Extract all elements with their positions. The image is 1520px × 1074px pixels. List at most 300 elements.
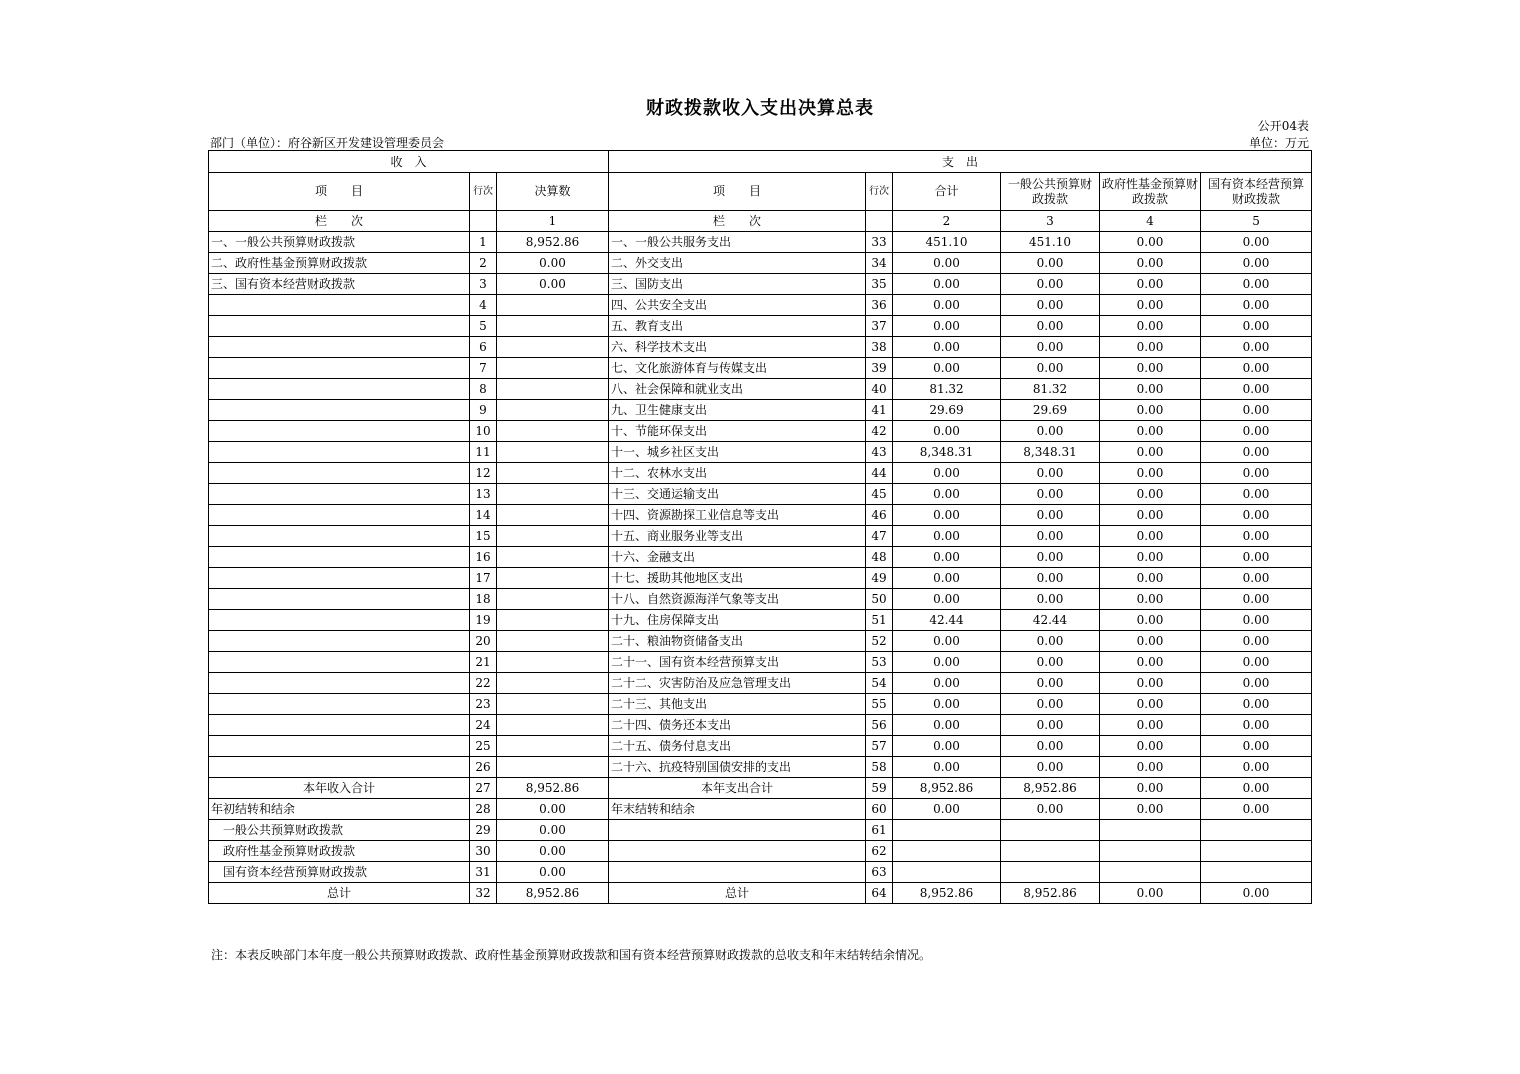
fund-budget-cell: 0.00 [1100,484,1201,505]
expense-lineno-cell: 60 [866,799,893,820]
income-lineno-cell: 1 [470,232,497,253]
table-row [209,589,1312,610]
state-capital-cell: 0.00 [1201,484,1312,505]
fund-budget-cell: 0.00 [1100,505,1201,526]
expense-lineno-cell: 61 [866,820,893,841]
income-item-cell [209,694,470,715]
table-row [209,673,1312,694]
general-budget-cell: 0.00 [1001,799,1100,820]
income-value-cell [497,505,609,526]
fund-budget-cell: 0.00 [1100,379,1201,400]
fund-budget-cell: 0.00 [1100,526,1201,547]
income-lineno-cell: 16 [470,547,497,568]
expense-lineno-cell: 48 [866,547,893,568]
general-budget-header: 一般公共预算财政拨款 [1001,173,1100,211]
expense-item-header: 项 目 [609,173,866,211]
state-capital-cell: 0.00 [1201,358,1312,379]
income-value-cell: 8,952.86 [497,232,609,253]
expense-lineno-cell: 33 [866,232,893,253]
total-cell [893,841,1001,862]
income-item-cell [209,589,470,610]
total-cell: 0.00 [893,274,1001,295]
expense-lineno-cell: 52 [866,631,893,652]
general-budget-cell: 0.00 [1001,715,1100,736]
income-item-cell [209,463,470,484]
table-row [209,547,1312,568]
fund-budget-cell: 0.00 [1100,463,1201,484]
income-value-cell [497,694,609,715]
general-budget-cell: 0.00 [1001,547,1100,568]
income-lineno-cell: 18 [470,589,497,610]
general-budget-cell: 42.44 [1001,610,1100,631]
income-value-cell [497,547,609,568]
total-cell: 0.00 [893,421,1001,442]
income-lineno-cell: 9 [470,400,497,421]
income-item-cell [209,295,470,316]
income-lineno-cell: 13 [470,484,497,505]
state-capital-cell: 0.00 [1201,463,1312,484]
income-lineno-cell: 10 [470,421,497,442]
income-value-cell [497,631,609,652]
income-value-cell [497,526,609,547]
state-capital-cell: 0.00 [1201,547,1312,568]
expense-lineno-cell: 50 [866,589,893,610]
income-value-cell [497,358,609,379]
fund-budget-cell: 0.00 [1100,883,1201,904]
table-row [209,253,1312,274]
income-item-header: 项 目 [209,173,470,211]
income-item-cell: 总计 [209,883,470,904]
expense-item-cell [609,862,866,883]
expense-lineno-cell: 43 [866,442,893,463]
total-cell: 0.00 [893,295,1001,316]
income-lineno-cell: 11 [470,442,497,463]
income-lineno-cell: 28 [470,799,497,820]
fund-budget-cell: 0.00 [1100,547,1201,568]
income-value-cell: 0.00 [497,799,609,820]
expense-item-cell: 十、节能环保支出 [609,421,866,442]
income-value-cell [497,673,609,694]
expense-lineno-cell: 45 [866,484,893,505]
expense-lineno-cell: 54 [866,673,893,694]
fund-budget-cell: 0.00 [1100,442,1201,463]
income-item-cell [209,715,470,736]
expense-item-cell: 二十、粮油物资储备支出 [609,631,866,652]
state-capital-cell [1201,862,1312,883]
expense-lineno-header: 行次 [866,173,893,211]
table-row [209,316,1312,337]
total-cell: 0.00 [893,547,1001,568]
general-budget-cell: 0.00 [1001,631,1100,652]
income-lineno-cell: 14 [470,505,497,526]
expense-lineno-cell: 56 [866,715,893,736]
expense-item-cell: 一、一般公共服务支出 [609,232,866,253]
colnum-1: 1 [497,211,609,232]
table-row [209,232,1312,253]
expense-item-cell: 二十五、债务付息支出 [609,736,866,757]
state-capital-cell: 0.00 [1201,610,1312,631]
state-capital-cell: 0.00 [1201,253,1312,274]
general-budget-cell: 0.00 [1001,673,1100,694]
table-row [209,694,1312,715]
income-item-cell: 国有资本经营预算财政拨款 [209,862,470,883]
income-value-cell [497,715,609,736]
income-item-cell [209,568,470,589]
table-row [209,757,1312,778]
state-capital-cell: 0.00 [1201,589,1312,610]
expense-item-cell: 九、卫生健康支出 [609,400,866,421]
state-capital-cell: 0.00 [1201,736,1312,757]
total-cell: 0.00 [893,253,1001,274]
income-lineno-cell: 3 [470,274,497,295]
expense-item-cell: 本年支出合计 [609,778,866,799]
page-title: 财政拨款收入支出决算总表 [646,98,874,119]
expense-lineno-cell: 34 [866,253,893,274]
state-capital-cell: 0.00 [1201,295,1312,316]
income-lineno-cell: 15 [470,526,497,547]
expense-lineno-cell: 36 [866,295,893,316]
income-value-cell [497,484,609,505]
total-cell: 0.00 [893,526,1001,547]
income-item-cell [209,442,470,463]
table-row [209,841,1312,862]
table-row [209,526,1312,547]
income-value-cell [497,610,609,631]
fund-budget-cell: 0.00 [1100,694,1201,715]
total-cell: 0.00 [893,463,1001,484]
expense-colnum-label: 栏 次 [609,211,866,232]
general-budget-cell: 8,348.31 [1001,442,1100,463]
expense-item-cell: 十七、援助其他地区支出 [609,568,866,589]
expense-item-cell: 十五、商业服务业等支出 [609,526,866,547]
expense-lineno-cell: 59 [866,778,893,799]
state-capital-cell [1201,841,1312,862]
table-row [209,505,1312,526]
general-budget-cell: 0.00 [1001,421,1100,442]
income-value-cell: 0.00 [497,274,609,295]
income-item-cell: 一般公共预算财政拨款 [209,820,470,841]
fund-budget-cell: 0.00 [1100,295,1201,316]
income-item-cell [209,631,470,652]
income-item-cell: 年初结转和结余 [209,799,470,820]
expense-lineno-cell: 46 [866,505,893,526]
fund-budget-cell: 0.00 [1100,799,1201,820]
income-item-cell [209,526,470,547]
state-capital-cell: 0.00 [1201,316,1312,337]
expense-lineno-cell: 51 [866,610,893,631]
fund-budget-cell [1100,862,1201,883]
expense-item-cell: 四、公共安全支出 [609,295,866,316]
expense-lineno-cell: 44 [866,463,893,484]
income-item-cell [209,652,470,673]
expense-item-cell: 十九、住房保障支出 [609,610,866,631]
table-row [209,463,1312,484]
income-value-cell [497,442,609,463]
income-lineno-cell: 6 [470,337,497,358]
income-value-cell [497,295,609,316]
income-colnum-lineno [470,211,497,232]
expense-item-cell [609,820,866,841]
income-lineno-cell: 20 [470,631,497,652]
table-row [209,400,1312,421]
total-cell: 29.69 [893,400,1001,421]
expense-item-cell: 二十一、国有资本经营预算支出 [609,652,866,673]
total-cell: 8,952.86 [893,883,1001,904]
total-cell: 0.00 [893,505,1001,526]
total-cell: 0.00 [893,484,1001,505]
total-cell: 0.00 [893,652,1001,673]
total-cell: 0.00 [893,757,1001,778]
income-lineno-cell: 12 [470,463,497,484]
expense-item-cell: 十四、资源勘探工业信息等支出 [609,505,866,526]
state-capital-cell: 0.00 [1201,652,1312,673]
income-lineno-cell: 31 [470,862,497,883]
expense-lineno-cell: 57 [866,736,893,757]
state-capital-cell: 0.00 [1201,673,1312,694]
income-value-cell: 0.00 [497,862,609,883]
expense-lineno-cell: 35 [866,274,893,295]
state-capital-cell: 0.00 [1201,631,1312,652]
income-item-cell [209,400,470,421]
income-value-cell: 8,952.86 [497,883,609,904]
general-budget-cell: 451.10 [1001,232,1100,253]
income-item-cell: 三、国有资本经营财政拨款 [209,274,470,295]
income-section-header: 收 入 [209,151,609,173]
form-number: 公开04表 [1257,119,1309,133]
total-cell: 0.00 [893,568,1001,589]
total-cell [893,862,1001,883]
table-row [209,442,1312,463]
fund-budget-cell: 0.00 [1100,337,1201,358]
fund-budget-cell: 0.00 [1100,778,1201,799]
table-row [209,568,1312,589]
income-item-cell [209,358,470,379]
column-header-row [209,173,1312,211]
state-capital-cell [1201,820,1312,841]
expense-item-cell: 二十三、其他支出 [609,694,866,715]
expense-item-cell: 八、社会保障和就业支出 [609,379,866,400]
income-lineno-cell: 7 [470,358,497,379]
income-item-cell [209,337,470,358]
state-capital-cell: 0.00 [1201,799,1312,820]
state-capital-cell: 0.00 [1201,442,1312,463]
total-cell [893,820,1001,841]
expense-lineno-cell: 58 [866,757,893,778]
expense-item-cell: 六、科学技术支出 [609,337,866,358]
expense-item-cell: 七、文化旅游体育与传媒支出 [609,358,866,379]
fund-budget-cell: 0.00 [1100,253,1201,274]
state-capital-cell: 0.00 [1201,883,1312,904]
income-item-cell: 政府性基金预算财政拨款 [209,841,470,862]
unit-label: 单位：万元 [1248,136,1309,150]
total-cell: 0.00 [893,799,1001,820]
expense-item-cell: 二十二、灾害防治及应急管理支出 [609,673,866,694]
expense-item-cell: 十八、自然资源海洋气象等支出 [609,589,866,610]
table-row [209,610,1312,631]
fund-budget-cell [1100,841,1201,862]
expense-item-cell: 十三、交通运输支出 [609,484,866,505]
total-cell: 0.00 [893,337,1001,358]
income-value-cell [497,463,609,484]
colnum-2: 2 [893,211,1001,232]
income-lineno-cell: 23 [470,694,497,715]
table-row [209,652,1312,673]
expense-lineno-cell: 42 [866,421,893,442]
expense-lineno-cell: 62 [866,841,893,862]
state-capital-cell: 0.00 [1201,274,1312,295]
expense-item-cell: 三、国防支出 [609,274,866,295]
income-lineno-cell: 25 [470,736,497,757]
section-header-row [209,151,1312,173]
income-lineno-cell: 21 [470,652,497,673]
table-row [209,274,1312,295]
expense-item-cell: 十六、金融支出 [609,547,866,568]
general-budget-cell: 0.00 [1001,337,1100,358]
budget-table [208,150,1312,904]
income-lineno-cell: 24 [470,715,497,736]
fund-budget-cell [1100,820,1201,841]
state-capital-cell: 0.00 [1201,757,1312,778]
table-row [209,631,1312,652]
income-value-cell [497,400,609,421]
expense-lineno-cell: 41 [866,400,893,421]
income-item-cell [209,316,470,337]
expense-item-cell: 二十四、债务还本支出 [609,715,866,736]
fund-budget-cell: 0.00 [1100,610,1201,631]
income-value-cell [497,736,609,757]
income-item-cell [209,673,470,694]
table-row [209,337,1312,358]
income-lineno-cell: 30 [470,841,497,862]
table-row [209,379,1312,400]
expense-colnum-lineno [866,211,893,232]
income-lineno-cell: 19 [470,610,497,631]
state-capital-header: 国有资本经营预算财政拨款 [1201,173,1312,211]
expense-item-cell: 十一、城乡社区支出 [609,442,866,463]
total-cell: 0.00 [893,358,1001,379]
income-lineno-cell: 27 [470,778,497,799]
general-budget-cell: 0.00 [1001,295,1100,316]
total-cell: 42.44 [893,610,1001,631]
income-value-cell: 8,952.86 [497,778,609,799]
state-capital-cell: 0.00 [1201,694,1312,715]
general-budget-cell [1001,862,1100,883]
fund-budget-cell: 0.00 [1100,358,1201,379]
income-value-cell: 0.00 [497,820,609,841]
income-item-cell: 一、一般公共预算财政拨款 [209,232,470,253]
total-cell: 0.00 [893,736,1001,757]
state-capital-cell: 0.00 [1201,715,1312,736]
state-capital-cell: 0.00 [1201,337,1312,358]
income-item-cell [209,736,470,757]
state-capital-cell: 0.00 [1201,421,1312,442]
general-budget-cell: 0.00 [1001,316,1100,337]
expense-lineno-cell: 47 [866,526,893,547]
income-lineno-cell: 29 [470,820,497,841]
expense-item-cell: 十二、农林水支出 [609,463,866,484]
total-cell: 8,952.86 [893,778,1001,799]
income-item-cell [209,379,470,400]
income-lineno-cell: 8 [470,379,497,400]
fund-budget-cell: 0.00 [1100,400,1201,421]
state-capital-cell: 0.00 [1201,505,1312,526]
income-lineno-cell: 4 [470,295,497,316]
income-item-cell [209,505,470,526]
fund-budget-cell: 0.00 [1100,421,1201,442]
income-value-cell: 0.00 [497,841,609,862]
fund-budget-cell: 0.00 [1100,736,1201,757]
general-budget-cell: 0.00 [1001,526,1100,547]
general-budget-cell: 0.00 [1001,274,1100,295]
income-item-cell [209,547,470,568]
general-budget-cell: 0.00 [1001,505,1100,526]
general-budget-cell: 0.00 [1001,358,1100,379]
state-capital-cell: 0.00 [1201,568,1312,589]
state-capital-cell: 0.00 [1201,400,1312,421]
general-budget-cell: 0.00 [1001,652,1100,673]
general-budget-cell: 0.00 [1001,568,1100,589]
table-row [209,421,1312,442]
total-cell: 0.00 [893,673,1001,694]
table-row [209,295,1312,316]
expense-lineno-cell: 55 [866,694,893,715]
total-header: 合计 [893,173,1001,211]
income-value-cell [497,337,609,358]
table-row [209,862,1312,883]
colnum-3: 3 [1001,211,1100,232]
general-budget-cell: 29.69 [1001,400,1100,421]
expense-item-cell: 二十六、抗疫特别国债安排的支出 [609,757,866,778]
income-lineno-cell: 22 [470,673,497,694]
total-cell: 0.00 [893,715,1001,736]
fund-budget-cell: 0.00 [1100,715,1201,736]
income-value-cell [497,421,609,442]
income-value-cell: 0.00 [497,253,609,274]
fund-budget-cell: 0.00 [1100,673,1201,694]
general-budget-cell: 0.00 [1001,694,1100,715]
footnote: 注：本表反映部门本年度一般公共预算财政拨款、政府性基金预算财政拨款和国有资本经营预算财政拨款的总收支和年末结转结余情况。 [211,948,932,962]
expense-lineno-cell: 63 [866,862,893,883]
income-item-cell [209,610,470,631]
state-capital-cell: 0.00 [1201,526,1312,547]
fund-budget-cell: 0.00 [1100,631,1201,652]
table-row [209,820,1312,841]
income-item-cell: 本年收入合计 [209,778,470,799]
income-colnum-label: 栏 次 [209,211,470,232]
table-row [209,484,1312,505]
fund-budget-cell: 0.00 [1100,316,1201,337]
table-row [209,736,1312,757]
income-item-cell [209,484,470,505]
general-budget-cell: 0.00 [1001,463,1100,484]
general-budget-cell: 0.00 [1001,736,1100,757]
income-lineno-cell: 26 [470,757,497,778]
total-cell: 0.00 [893,694,1001,715]
state-capital-cell: 0.00 [1201,379,1312,400]
fund-budget-header: 政府性基金预算财政拨款 [1100,173,1201,211]
fund-budget-cell: 0.00 [1100,232,1201,253]
income-value-cell [497,568,609,589]
general-budget-cell: 8,952.86 [1001,778,1100,799]
income-lineno-cell: 32 [470,883,497,904]
total-cell: 8,348.31 [893,442,1001,463]
expense-item-cell: 年末结转和结余 [609,799,866,820]
total-cell: 0.00 [893,316,1001,337]
expense-item-cell: 总计 [609,883,866,904]
income-lineno-header: 行次 [470,173,497,211]
state-capital-cell: 0.00 [1201,232,1312,253]
income-item-cell: 二、政府性基金预算财政拨款 [209,253,470,274]
